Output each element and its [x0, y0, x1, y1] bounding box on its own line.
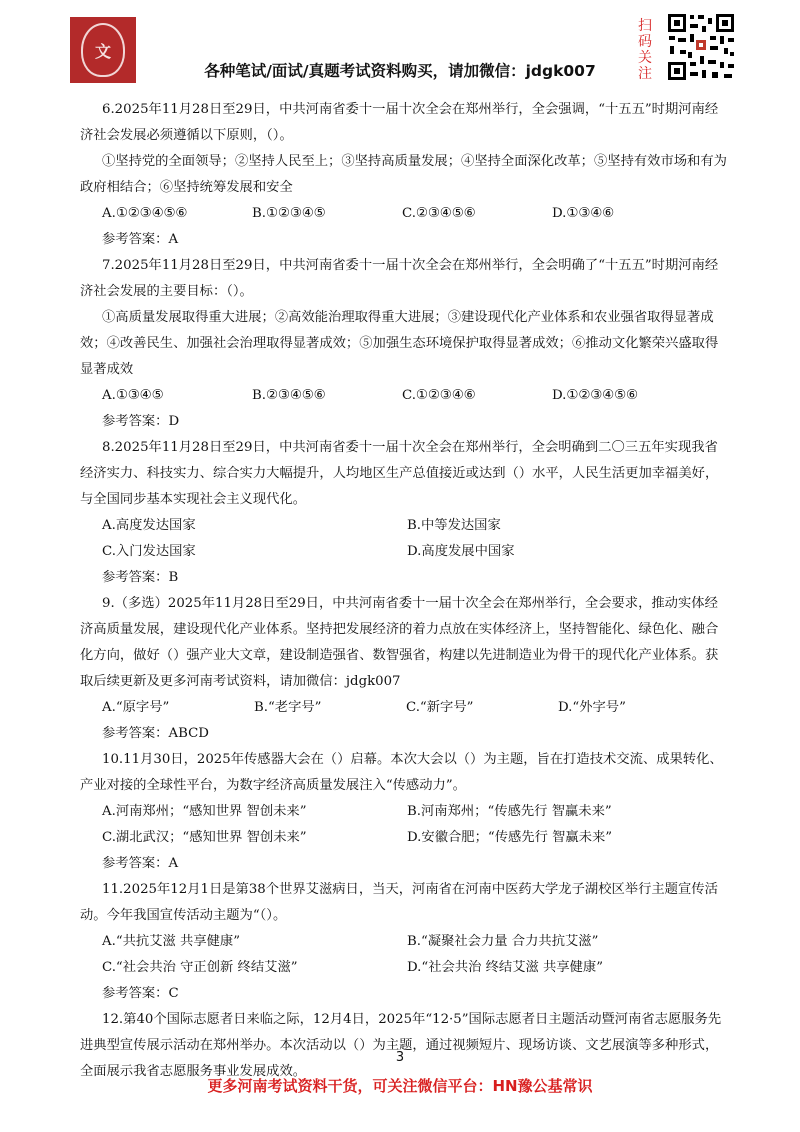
question-stem: 12.第40个国际志愿者日来临之际，12月4日，2025年“12·5”国际志愿者日主题活动暨河南省志愿服务先进典型宣传展示活动在郑州举办。本次活动以（）为主题，通过视频短片、现场访谈、文艺展演等多种形式，全面展示我省志愿服务事业发展成效。	[80, 1012, 722, 1079]
option-a: A.①③④⑤	[102, 388, 164, 403]
question-stem: 7.2025年11月28日至29日，中共河南省委十一届十次全会在郑州举行，全会明确了“十五五”时期河南经济社会发展的主要目标：（）。	[80, 258, 719, 299]
question-answer: 参考答案：ABCD	[102, 726, 209, 741]
option-c: C.②③④⑤⑥	[402, 206, 476, 221]
question-stem: 11.2025年12月1日是第38个世界艾滋病日，当天，河南省在河南中医药大学龙子湖校区举行主题宣传活动。今年我国宣传活动主题为“（）。	[80, 882, 718, 923]
option-c: C.①②③④⑥	[402, 388, 476, 403]
option-d: D.“外字号”	[558, 700, 626, 715]
question-answer: 参考答案：A	[102, 856, 179, 871]
option-d: D.高度发展中国家	[407, 544, 515, 559]
page-number: 3	[395, 1050, 405, 1065]
question-answer: 参考答案：C	[102, 986, 179, 1001]
option-b: B.②③④⑤⑥	[252, 388, 326, 403]
question-options	[80, 695, 728, 721]
question-statements: ①坚持党的全面领导；②坚持人民至上；③坚持高质量发展；④坚持全面深化改革；⑤坚持有效市场和有为政府相结合；⑥坚持统筹发展和安全	[80, 154, 727, 195]
option-c: C.“社会共治 守正创新 终结艾滋”	[102, 960, 298, 975]
option-b: B.“凝聚社会力量 合力共抗艾滋”	[407, 934, 599, 949]
option-d: D.“社会共治 终结艾滋 共享健康”	[407, 960, 604, 975]
question-answer: 参考答案：A	[102, 232, 179, 247]
option-d: D.①③④⑥	[552, 206, 615, 221]
option-c: C.湖北武汉；“感知世界 智创未来”	[102, 830, 307, 845]
question-statements: ①高质量发展取得重大进展；②高效能治理取得重大进展；③建设现代化产业体系和农业强省取得显著成效；④改善民生、加强社会治理取得显著成效；⑤加强生态环境保护取得显著成效；⑥推动文化繁荣兴盛取得显著成效	[80, 310, 719, 377]
option-a: A.高度发达国家	[102, 518, 196, 533]
option-b: B.①②③④⑤	[252, 206, 326, 221]
footer-promo: 更多河南考试资料干货，可关注微信平台：HN豫公基常识	[207, 1077, 593, 1095]
option-c: C.“新字号”	[406, 700, 474, 715]
option-c: C.入门发达国家	[102, 544, 196, 559]
question-stem: 10.11月30日，2025年传感器大会在（）启幕。本次大会以（）为主题，旨在打造技术交流、成果转化、产业对接的全球性平台，为数字经济高质量发展注入“传感动力”。	[80, 752, 723, 793]
option-a: A.“原字号”	[102, 700, 170, 715]
question-options	[80, 799, 728, 851]
option-b: B.“老字号”	[254, 700, 322, 715]
question-stem: 6.2025年11月28日至29日，中共河南省委十一届十次全会在郑州举行，全会强调，“十五五”时期河南经济社会发展必须遵循以下原则，（）。	[80, 102, 719, 143]
header-title: 各种笔试/面试/真题考试资料购买，请加微信：jdgk007	[204, 62, 596, 80]
option-a: A.“共抗艾滋 共享健康”	[102, 934, 241, 949]
option-d: D.安徽合肥；“传感先行 智赢未来”	[407, 830, 613, 845]
logo-glyph: 文	[94, 41, 111, 61]
question-options	[80, 383, 728, 409]
option-b: B.中等发达国家	[407, 518, 501, 533]
option-d: D.①②③④⑤⑥	[552, 388, 638, 403]
option-b: B.河南郑州；“传感先行 智赢未来”	[407, 804, 612, 819]
question-answer: 参考答案：D	[102, 414, 180, 429]
question-options	[80, 929, 728, 981]
option-a: A.①②③④⑤⑥	[102, 206, 188, 221]
question-stem: 9.（多选）2025年11月28日至29日，中共河南省委十一届十次全会在郑州举行，全会要求，推动实体经济高质量发展，建设现代化产业体系。坚持把发展经济的着力点放在实体经济上，坚持智能化、绿色化、融合化方向，做好（）强产业大文章，建设制造强省、数智强省，构建以先进制造业为骨干的现代化产业体系。获取后续更新及更多河南考试资料，请加微信：jdgk007	[80, 596, 719, 689]
option-a: A.河南郑州；“感知世界 智创未来”	[102, 804, 307, 819]
question-options	[80, 201, 728, 227]
question-options	[80, 513, 728, 565]
question-stem: 8.2025年11月28日至29日，中共河南省委十一届十次全会在郑州举行，全会明确到二〇三五年实现我省经济实力、科技实力、综合实力大幅提升，人均地区生产总值接近或达到（）水平，人民生活更加幸福美好，与全国同步基本实现社会主义现代化。	[80, 440, 719, 507]
qr-label: 扫码关注	[638, 18, 652, 82]
question-list	[80, 97, 728, 1085]
question-answer: 参考答案：B	[102, 570, 179, 585]
